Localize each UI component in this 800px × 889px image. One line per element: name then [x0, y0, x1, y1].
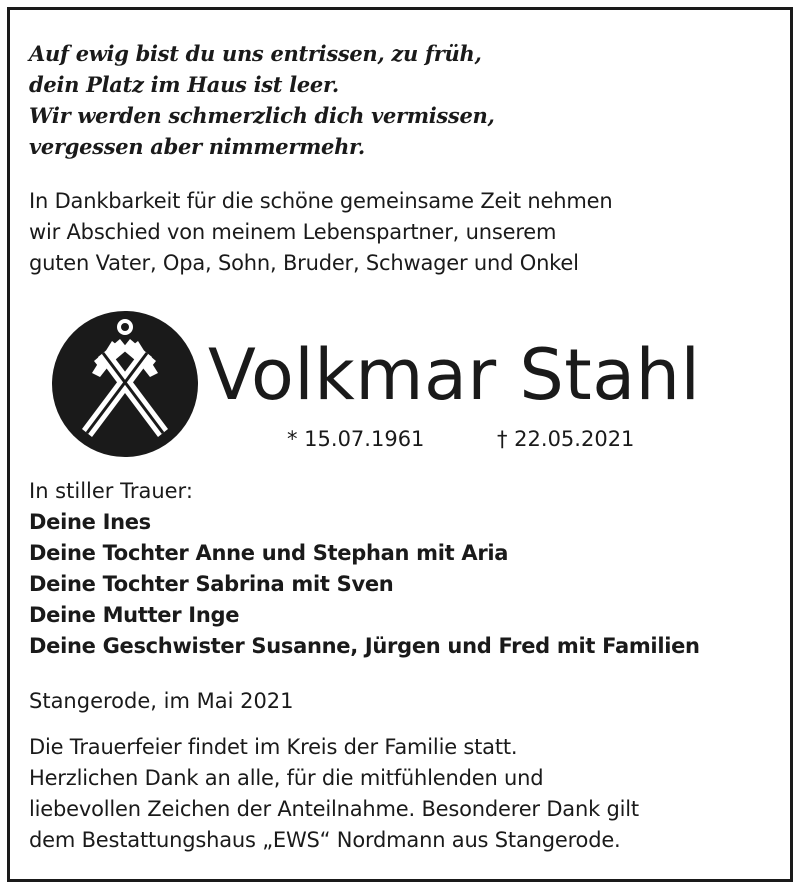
place-date: Stangerode, im Mai 2021: [29, 689, 294, 713]
mourners-list: [29, 476, 700, 662]
poem-line: dein Platz im Haus ist leer.: [29, 72, 339, 97]
intro-line: guten Vater, Opa, Sohn, Bruder, Schwager und Onkel: [29, 251, 579, 275]
mourner-entry: Deine Tochter Sabrina mit Sven: [29, 572, 394, 596]
death-date: † 22.05.2021: [497, 427, 635, 451]
memorial-poem: [29, 38, 495, 162]
mourner-entry: Deine Tochter Anne und Stephan mit Aria: [29, 541, 509, 565]
intro-line: In Dankbarkeit für die schöne gemeinsame Zeit nehmen: [29, 189, 613, 213]
closing-text: [29, 732, 639, 856]
birth-date: * 15.07.1961: [287, 427, 425, 451]
closing-line: liebevollen Zeichen der Anteilnahme. Besonderer Dank gilt: [29, 797, 639, 821]
mourner-entry: Deine Ines: [29, 510, 151, 534]
poem-line: Auf ewig bist du uns entrissen, zu früh,: [29, 41, 482, 66]
mourner-entry: Deine Mutter Inge: [29, 603, 240, 627]
mourners-lead: In stiller Trauer:: [29, 479, 193, 503]
poem-line: vergessen aber nimmermehr.: [29, 134, 365, 159]
intro-line: wir Abschied von meinem Lebenspartner, unserem: [29, 220, 557, 244]
closing-line: dem Bestattungshaus „EWS“ Nordmann aus Stangerode.: [29, 828, 621, 852]
closing-line: Herzlichen Dank an alle, für die mitfühlenden und: [29, 766, 544, 790]
intro-text: [29, 186, 612, 279]
poem-line: Wir werden schmerzlich dich vermissen,: [29, 103, 495, 128]
roofer-hammer-emblem-icon: [52, 311, 198, 457]
mourner-entry: Deine Geschwister Susanne, Jürgen und Fred mit Familien: [29, 634, 700, 658]
deceased-name: Volkmar Stahl: [208, 334, 701, 416]
closing-line: Die Trauerfeier findet im Kreis der Familie statt.: [29, 735, 518, 759]
